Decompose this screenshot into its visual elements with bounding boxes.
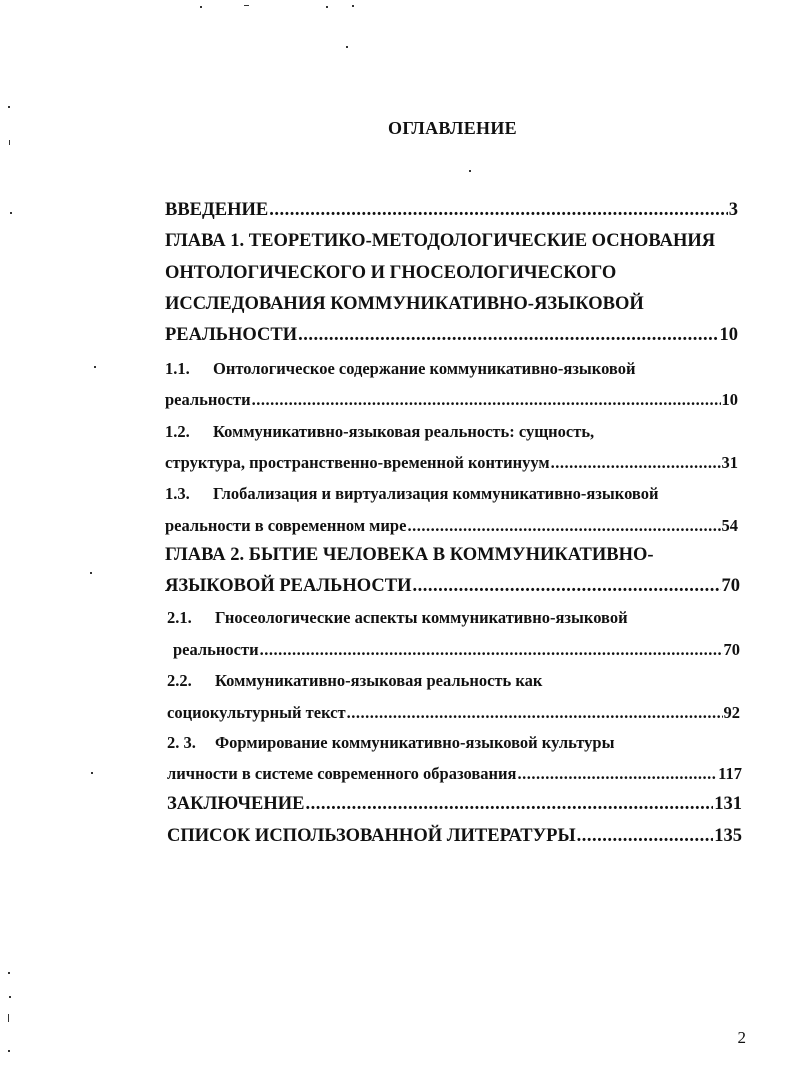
section-title: Гносеологические аспекты коммуникативно-языковой xyxy=(215,608,628,627)
section-number: 2.1. xyxy=(167,608,192,627)
scan-speck xyxy=(352,5,354,7)
toc-entry-title: ЯЗЫКОВОЙ РЕАЛЬНОСТИ xyxy=(165,576,412,596)
leader-dots xyxy=(413,576,721,597)
scan-speck xyxy=(346,46,348,48)
toc-entry-page: 54 xyxy=(721,516,738,535)
scan-speck xyxy=(90,572,92,574)
toc-entry-page: 70 xyxy=(721,576,740,596)
toc-entry-page: 31 xyxy=(721,453,738,472)
leader-dots xyxy=(577,826,714,847)
toc-entry-title: социокультурный текст xyxy=(167,703,346,722)
page-number: 2 xyxy=(737,1028,746,1047)
scan-speck xyxy=(8,1014,9,1022)
page-title: ОГЛАВЛЕНИЕ xyxy=(388,118,517,138)
leader-dots xyxy=(347,703,723,723)
toc-chapter-1-line-2[interactable]: ОНТОЛОГИЧЕСКОГО И ГНОСЕОЛОГИЧЕСКОГО xyxy=(165,263,617,283)
toc-entry-page: 3 xyxy=(728,200,738,220)
toc-section-2-2-line-2[interactable] xyxy=(167,703,740,723)
leader-dots xyxy=(407,516,720,536)
leader-dots xyxy=(252,390,721,410)
scan-speck xyxy=(9,996,11,998)
toc-entry-title: РЕАЛЬНОСТИ xyxy=(165,325,298,345)
toc-section-2-3-line-2[interactable] xyxy=(167,764,742,784)
section-number: 2. 3. xyxy=(167,733,196,752)
toc-entry-title: реальности в современном мире xyxy=(165,516,407,535)
section-title: Формирование коммуникативно-языковой культуры xyxy=(215,733,615,752)
scan-speck xyxy=(91,772,93,774)
scan-speck xyxy=(244,5,249,6)
toc-entry-title: реальности xyxy=(173,640,259,659)
toc-entry-page: 92 xyxy=(723,703,740,722)
toc-chapter-2-line-1[interactable]: ГЛАВА 2. БЫТИЕ ЧЕЛОВЕКА В КОММУНИКАТИВНО- xyxy=(165,545,654,565)
leader-dots xyxy=(306,794,714,815)
toc-entry-title: СПИСОК ИСПОЛЬЗОВАННОЙ ЛИТЕРАТУРЫ xyxy=(167,826,576,846)
section-number: 1.1. xyxy=(165,359,190,378)
leader-dots xyxy=(551,453,721,473)
scan-speck xyxy=(8,972,10,974)
toc-section-1-3-line-1[interactable] xyxy=(165,484,658,504)
toc-section-1-3-line-2[interactable] xyxy=(165,516,738,536)
toc-entry-page: 117 xyxy=(718,764,742,783)
toc-chapter-1-line-3[interactable]: ИССЛЕДОВАНИЯ КОММУНИКАТИВНО-ЯЗЫКОВОЙ xyxy=(165,294,644,314)
toc-chapter-2-last-line[interactable] xyxy=(165,576,740,597)
leader-dots xyxy=(517,764,717,784)
scan-speck xyxy=(9,140,10,145)
leader-dots xyxy=(269,200,728,221)
toc-entry-title: ВВЕДЕНИЕ xyxy=(165,200,269,220)
toc-section-1-1-line-2[interactable] xyxy=(165,390,738,410)
scan-speck xyxy=(10,212,12,214)
toc-entry-bibliography[interactable] xyxy=(167,826,742,847)
section-title: Онтологическое содержание коммуникативно-языковой xyxy=(213,359,636,378)
toc-entry-page: 135 xyxy=(714,826,742,846)
toc-section-2-1-line-1[interactable] xyxy=(167,608,628,628)
toc-section-1-2-line-2[interactable] xyxy=(165,453,738,473)
section-number: 2.2. xyxy=(167,671,192,690)
leader-dots xyxy=(298,325,718,346)
section-number: 1.3. xyxy=(165,484,190,503)
toc-section-1-2-line-1[interactable] xyxy=(165,422,594,442)
scan-speck xyxy=(200,6,202,8)
toc-entry-title: реальности xyxy=(165,390,251,409)
toc-entry-conclusion[interactable] xyxy=(167,794,742,815)
toc-entry-title: ЗАКЛЮЧЕНИЕ xyxy=(167,794,305,814)
toc-chapter-1-line-1[interactable]: ГЛАВА 1. ТЕОРЕТИКО-МЕТОДОЛОГИЧЕСКИЕ ОСНОВАНИЯ xyxy=(165,231,716,251)
scan-speck xyxy=(326,6,328,8)
section-title: Коммуникативно-языковая реальность: сущность, xyxy=(213,422,595,441)
toc-entry-title: личности в системе современного образования xyxy=(167,764,517,783)
toc-entry-page: 131 xyxy=(714,794,742,814)
leader-dots xyxy=(260,640,723,660)
toc-entry-title: структура, пространственно-временной континуум xyxy=(165,453,550,472)
toc-chapter-1-last-line[interactable] xyxy=(165,325,738,346)
section-title: Глобализация и виртуализация коммуникативно-языковой xyxy=(213,484,659,503)
scan-speck xyxy=(8,1050,10,1052)
section-number: 1.2. xyxy=(165,422,190,441)
scan-speck xyxy=(8,106,10,108)
toc-entry-page: 70 xyxy=(723,640,740,659)
scan-speck xyxy=(94,366,96,368)
toc-section-2-3-line-1[interactable] xyxy=(167,733,614,753)
toc-entry-introduction[interactable] xyxy=(165,200,738,221)
scan-speck xyxy=(469,170,471,172)
section-title: Коммуникативно-языковая реальность как xyxy=(215,671,543,690)
toc-section-1-1-line-1[interactable] xyxy=(165,359,635,379)
toc-entry-page: 10 xyxy=(719,325,738,345)
toc-section-2-2-line-1[interactable] xyxy=(167,671,542,691)
toc-entry-page: 10 xyxy=(721,390,738,409)
toc-section-2-1-line-2[interactable] xyxy=(173,640,740,660)
